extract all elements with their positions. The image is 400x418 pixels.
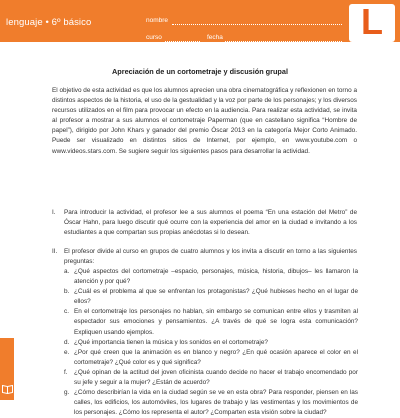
step-text: Para introducir la actividad, el profesor lee a sus alumnos el poema “En una estación del Metro” de Óscar Hahn, para luego discutir qué ocurre con la experiencia del amor en la ciudad e invitando a los estudiantes a que compartan sus propias anécdotas si lo desean. [64,209,357,237]
question-text: En el cortometraje los personajes no hablan, sin embargo se comunican entre ellos y trasmiten al espectador sus emociones y pensamientos. ¿A través de qué se logra esta comunicación? Expliquen usando ejemplos. [74,308,358,336]
question-text: ¿Qué aspectos del cortometraje –espacio, personajes, música, historia, dibujos– les llamaron la atención y por qué? [74,268,358,286]
question-list [64,267,358,418]
page-title: Apreciación de un cortometraje y discusión grupal [112,67,288,76]
question-letter: d. [64,338,70,346]
question-item [64,388,358,418]
question-letter: a. [64,268,70,275]
date-label: fecha [207,34,223,41]
question-item [64,287,358,307]
question-item [64,267,358,287]
subject-badge-letter: L [361,1,383,42]
step-number: II. [52,248,58,255]
date-field-line [225,41,342,42]
question-text: ¿Por qué creen que la animación es en blanco y negro? ¿En qué ocasión aparece el color en el cortometraje? ¿Qué color es y qué significa? [74,348,358,366]
name-label: nombre [146,17,169,24]
question-letter: g. [64,389,70,397]
question-letter: e. [64,348,70,356]
course-field-line [165,41,200,42]
question-text: ¿Qué importancia tienen la música y los sonidos en el cortometraje? [74,338,268,346]
question-item [64,368,358,388]
subject-label: lenguaje • 6º básico [6,17,92,28]
question-text: ¿Cuál es el problema al que se enfrentan los protagonistas? ¿Qué hubieses hecho en el lugar de ellos? [74,288,358,306]
question-item [64,348,358,368]
name-field-line [172,24,342,25]
question-text: ¿Qué opinan de la actitud del joven oficinista cuando decide no hacer el trabajo encomendado por su jefe y seguir a la mujer? ¿Están de acuerdo? [74,368,358,387]
intro-paragraph: El objetivo de esta actividad es que los alumnos aprecien una obra cinematográfica y reflexionen en torno a distintos aspectos de la historia, el uso de la gestualidad y la voz por parte de los personajes; y los diversos recursos utilizados en el film para provocar un efecto en la audiencia. Para realizar esta actividad, se invita al profesor a mostrar a sus alumnos el cortometraje Paperman (que en castellano significa “Hombre de papel”), dirigido por John Khars y ganador del premio Óscar 2013 en la categoría Mejor Corto Animado. Puede ser visualizado en distintos sitios de Internet, por ejemplo, en www.youtube.com o www.videos.stars.com. Se sugiere seguir los siguientes pasos para desarrollar la actividad. [52,87,357,155]
course-label: curso [146,34,162,41]
book-icon [2,384,13,394]
step-number: I. [52,209,56,216]
question-item [64,338,358,348]
question-letter: f. [64,368,68,376]
step-text: El profesor divide al curso en grupos de cuatro alumnos y los invita a discutir en torno a las siguientes preguntas: [64,248,357,266]
question-text: ¿Cómo describirían la vida en la ciudad según se ve en esta obra? Para responder, piensen en las calles, los edificios, los automóviles, los lugares de trabajo y las vestimentas y los movimientos de los personajes. ¿Cómo los representa el autor? ¿Comparten esta visión sobre la ciudad? [74,389,358,417]
question-letter: b. [64,288,70,296]
question-item [64,307,358,337]
question-letter: c. [64,308,69,316]
